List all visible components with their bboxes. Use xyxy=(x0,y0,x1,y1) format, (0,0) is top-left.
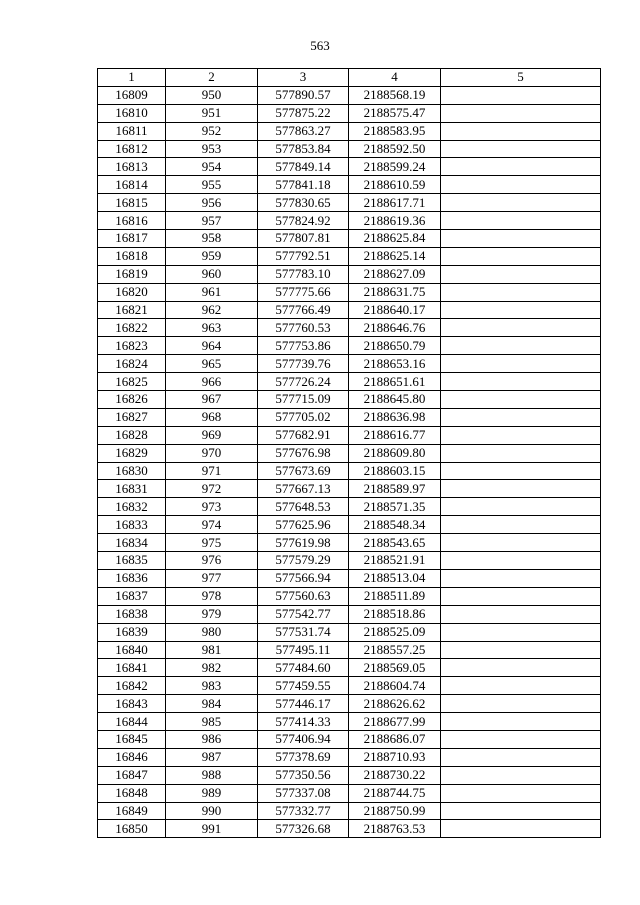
table-row xyxy=(98,677,601,695)
point-number-cell: 977 xyxy=(166,569,258,587)
y-coordinate-cell: 2188603.15 xyxy=(349,462,441,480)
point-number-cell: 976 xyxy=(166,552,258,570)
point-number-cell: 952 xyxy=(166,122,258,140)
y-coordinate-cell: 2188686.07 xyxy=(349,730,441,748)
point-number-cell: 965 xyxy=(166,355,258,373)
y-coordinate-cell: 2188610.59 xyxy=(349,176,441,194)
row-number-cell: 16847 xyxy=(98,766,166,784)
y-coordinate-cell: 2188616.77 xyxy=(349,426,441,444)
point-number-cell: 961 xyxy=(166,283,258,301)
x-coordinate-cell: 577682.91 xyxy=(258,426,349,444)
y-coordinate-cell: 2188651.61 xyxy=(349,373,441,391)
row-number-cell: 16826 xyxy=(98,391,166,409)
point-number-cell: 959 xyxy=(166,247,258,265)
point-number-cell: 975 xyxy=(166,534,258,552)
x-coordinate-cell: 577332.77 xyxy=(258,802,349,820)
x-coordinate-cell: 577406.94 xyxy=(258,730,349,748)
row-number-cell: 16810 xyxy=(98,104,166,122)
x-coordinate-cell: 577841.18 xyxy=(258,176,349,194)
y-coordinate-cell: 2188646.76 xyxy=(349,319,441,337)
x-coordinate-cell: 577484.60 xyxy=(258,659,349,677)
row-number-cell: 16830 xyxy=(98,462,166,480)
header-cell-2: 2 xyxy=(166,69,258,87)
note-cell xyxy=(441,337,601,355)
note-cell xyxy=(441,695,601,713)
y-coordinate-cell: 2188631.75 xyxy=(349,283,441,301)
y-coordinate-cell: 2188589.97 xyxy=(349,480,441,498)
y-coordinate-cell: 2188750.99 xyxy=(349,802,441,820)
note-cell xyxy=(441,391,601,409)
header-row xyxy=(98,69,601,87)
x-coordinate-cell: 577863.27 xyxy=(258,122,349,140)
table-row xyxy=(98,695,601,713)
note-cell xyxy=(441,623,601,641)
table-row xyxy=(98,516,601,534)
note-cell xyxy=(441,730,601,748)
table-row xyxy=(98,480,601,498)
note-cell xyxy=(441,373,601,391)
row-number-cell: 16838 xyxy=(98,605,166,623)
point-number-cell: 987 xyxy=(166,748,258,766)
point-number-cell: 968 xyxy=(166,408,258,426)
table-row xyxy=(98,373,601,391)
row-number-cell: 16822 xyxy=(98,319,166,337)
row-number-cell: 16850 xyxy=(98,820,166,838)
table-row xyxy=(98,212,601,230)
note-cell xyxy=(441,569,601,587)
y-coordinate-cell: 2188525.09 xyxy=(349,623,441,641)
table-row xyxy=(98,337,601,355)
point-number-cell: 979 xyxy=(166,605,258,623)
row-number-cell: 16829 xyxy=(98,444,166,462)
y-coordinate-cell: 2188645.80 xyxy=(349,391,441,409)
table-row xyxy=(98,391,601,409)
x-coordinate-cell: 577775.66 xyxy=(258,283,349,301)
x-coordinate-cell: 577676.98 xyxy=(258,444,349,462)
y-coordinate-cell: 2188511.89 xyxy=(349,587,441,605)
row-number-cell: 16832 xyxy=(98,498,166,516)
point-number-cell: 969 xyxy=(166,426,258,444)
row-number-cell: 16833 xyxy=(98,516,166,534)
note-cell xyxy=(441,498,601,516)
table-row xyxy=(98,265,601,283)
x-coordinate-cell: 577705.02 xyxy=(258,408,349,426)
point-number-cell: 953 xyxy=(166,140,258,158)
y-coordinate-cell: 2188744.75 xyxy=(349,784,441,802)
x-coordinate-cell: 577667.13 xyxy=(258,480,349,498)
note-cell xyxy=(441,748,601,766)
x-coordinate-cell: 577495.11 xyxy=(258,641,349,659)
x-coordinate-cell: 577753.86 xyxy=(258,337,349,355)
x-coordinate-cell: 577625.96 xyxy=(258,516,349,534)
note-cell xyxy=(441,659,601,677)
point-number-cell: 980 xyxy=(166,623,258,641)
point-number-cell: 988 xyxy=(166,766,258,784)
y-coordinate-cell: 2188627.09 xyxy=(349,265,441,283)
note-cell xyxy=(441,426,601,444)
point-number-cell: 985 xyxy=(166,713,258,731)
point-number-cell: 962 xyxy=(166,301,258,319)
header-cell-1: 1 xyxy=(98,69,166,87)
point-number-cell: 955 xyxy=(166,176,258,194)
table-row xyxy=(98,462,601,480)
point-number-cell: 963 xyxy=(166,319,258,337)
row-number-cell: 16839 xyxy=(98,623,166,641)
point-number-cell: 964 xyxy=(166,337,258,355)
x-coordinate-cell: 577824.92 xyxy=(258,212,349,230)
y-coordinate-cell: 2188609.80 xyxy=(349,444,441,462)
y-coordinate-cell: 2188636.98 xyxy=(349,408,441,426)
table-row xyxy=(98,140,601,158)
note-cell xyxy=(441,86,601,104)
note-cell xyxy=(441,820,601,838)
table-row xyxy=(98,534,601,552)
row-number-cell: 16816 xyxy=(98,212,166,230)
y-coordinate-cell: 2188626.62 xyxy=(349,695,441,713)
row-number-cell: 16813 xyxy=(98,158,166,176)
page-number: 563 xyxy=(310,38,330,53)
x-coordinate-cell: 577766.49 xyxy=(258,301,349,319)
y-coordinate-cell: 2188730.22 xyxy=(349,766,441,784)
row-number-cell: 16849 xyxy=(98,802,166,820)
row-number-cell: 16831 xyxy=(98,480,166,498)
y-coordinate-cell: 2188583.95 xyxy=(349,122,441,140)
table-row xyxy=(98,820,601,838)
row-number-cell: 16819 xyxy=(98,265,166,283)
table-row xyxy=(98,552,601,570)
y-coordinate-cell: 2188763.53 xyxy=(349,820,441,838)
y-coordinate-cell: 2188617.71 xyxy=(349,194,441,212)
table-row xyxy=(98,784,601,802)
note-cell xyxy=(441,104,601,122)
point-number-cell: 951 xyxy=(166,104,258,122)
point-number-cell: 956 xyxy=(166,194,258,212)
note-cell xyxy=(441,122,601,140)
x-coordinate-cell: 577648.53 xyxy=(258,498,349,516)
table-row xyxy=(98,623,601,641)
header-cell-3: 3 xyxy=(258,69,349,87)
table-row xyxy=(98,426,601,444)
note-cell xyxy=(441,462,601,480)
x-coordinate-cell: 577566.94 xyxy=(258,569,349,587)
y-coordinate-cell: 2188548.34 xyxy=(349,516,441,534)
x-coordinate-cell: 577350.56 xyxy=(258,766,349,784)
point-number-cell: 957 xyxy=(166,212,258,230)
row-number-cell: 16834 xyxy=(98,534,166,552)
note-cell xyxy=(441,534,601,552)
note-cell xyxy=(441,784,601,802)
table-row xyxy=(98,498,601,516)
row-number-cell: 16824 xyxy=(98,355,166,373)
x-coordinate-cell: 577446.17 xyxy=(258,695,349,713)
table-row xyxy=(98,605,601,623)
x-coordinate-cell: 577739.76 xyxy=(258,355,349,373)
table-row xyxy=(98,659,601,677)
point-number-cell: 981 xyxy=(166,641,258,659)
point-number-cell: 989 xyxy=(166,784,258,802)
note-cell xyxy=(441,319,601,337)
row-number-cell: 16840 xyxy=(98,641,166,659)
note-cell xyxy=(441,766,601,784)
table-row xyxy=(98,230,601,248)
note-cell xyxy=(441,230,601,248)
y-coordinate-cell: 2188575.47 xyxy=(349,104,441,122)
note-cell xyxy=(441,247,601,265)
row-number-cell: 16836 xyxy=(98,569,166,587)
row-number-cell: 16837 xyxy=(98,587,166,605)
row-number-cell: 16835 xyxy=(98,552,166,570)
y-coordinate-cell: 2188518.86 xyxy=(349,605,441,623)
x-coordinate-cell: 577760.53 xyxy=(258,319,349,337)
note-cell xyxy=(441,516,601,534)
y-coordinate-cell: 2188571.35 xyxy=(349,498,441,516)
table-row xyxy=(98,641,601,659)
note-cell xyxy=(441,194,601,212)
note-cell xyxy=(441,283,601,301)
point-number-cell: 967 xyxy=(166,391,258,409)
y-coordinate-cell: 2188677.99 xyxy=(349,713,441,731)
note-cell xyxy=(441,355,601,373)
row-number-cell: 16846 xyxy=(98,748,166,766)
y-coordinate-cell: 2188710.93 xyxy=(349,748,441,766)
y-coordinate-cell: 2188653.16 xyxy=(349,355,441,373)
x-coordinate-cell: 577560.63 xyxy=(258,587,349,605)
table-row xyxy=(98,730,601,748)
row-number-cell: 16844 xyxy=(98,713,166,731)
table-row xyxy=(98,283,601,301)
x-coordinate-cell: 577326.68 xyxy=(258,820,349,838)
note-cell xyxy=(441,480,601,498)
table-row xyxy=(98,748,601,766)
note-cell xyxy=(441,713,601,731)
y-coordinate-cell: 2188619.36 xyxy=(349,212,441,230)
note-cell xyxy=(441,408,601,426)
note-cell xyxy=(441,802,601,820)
y-coordinate-cell: 2188592.50 xyxy=(349,140,441,158)
table-row xyxy=(98,802,601,820)
table-row xyxy=(98,355,601,373)
header-cell-5: 5 xyxy=(441,69,601,87)
table-row xyxy=(98,158,601,176)
point-number-cell: 991 xyxy=(166,820,258,838)
y-coordinate-cell: 2188569.05 xyxy=(349,659,441,677)
y-coordinate-cell: 2188650.79 xyxy=(349,337,441,355)
x-coordinate-cell: 577807.81 xyxy=(258,230,349,248)
x-coordinate-cell: 577792.51 xyxy=(258,247,349,265)
table-row xyxy=(98,319,601,337)
row-number-cell: 16815 xyxy=(98,194,166,212)
y-coordinate-cell: 2188599.24 xyxy=(349,158,441,176)
table-row xyxy=(98,569,601,587)
note-cell xyxy=(441,552,601,570)
coordinates-table xyxy=(97,68,601,838)
x-coordinate-cell: 577853.84 xyxy=(258,140,349,158)
point-number-cell: 960 xyxy=(166,265,258,283)
y-coordinate-cell: 2188543.65 xyxy=(349,534,441,552)
note-cell xyxy=(441,677,601,695)
table-row xyxy=(98,301,601,319)
row-number-cell: 16845 xyxy=(98,730,166,748)
table-row xyxy=(98,444,601,462)
y-coordinate-cell: 2188513.04 xyxy=(349,569,441,587)
x-coordinate-cell: 577337.08 xyxy=(258,784,349,802)
table-row xyxy=(98,713,601,731)
table-row xyxy=(98,247,601,265)
x-coordinate-cell: 577849.14 xyxy=(258,158,349,176)
row-number-cell: 16848 xyxy=(98,784,166,802)
point-number-cell: 990 xyxy=(166,802,258,820)
row-number-cell: 16811 xyxy=(98,122,166,140)
table-row xyxy=(98,587,601,605)
x-coordinate-cell: 577875.22 xyxy=(258,104,349,122)
point-number-cell: 970 xyxy=(166,444,258,462)
table-row xyxy=(98,104,601,122)
point-number-cell: 978 xyxy=(166,587,258,605)
row-number-cell: 16809 xyxy=(98,86,166,104)
table-row xyxy=(98,86,601,104)
x-coordinate-cell: 577619.98 xyxy=(258,534,349,552)
note-cell xyxy=(441,587,601,605)
x-coordinate-cell: 577830.65 xyxy=(258,194,349,212)
y-coordinate-cell: 2188625.84 xyxy=(349,230,441,248)
point-number-cell: 973 xyxy=(166,498,258,516)
table-row xyxy=(98,766,601,784)
y-coordinate-cell: 2188521.91 xyxy=(349,552,441,570)
row-number-cell: 16818 xyxy=(98,247,166,265)
point-number-cell: 974 xyxy=(166,516,258,534)
point-number-cell: 983 xyxy=(166,677,258,695)
point-number-cell: 986 xyxy=(166,730,258,748)
row-number-cell: 16827 xyxy=(98,408,166,426)
x-coordinate-cell: 577542.77 xyxy=(258,605,349,623)
note-cell xyxy=(441,158,601,176)
x-coordinate-cell: 577783.10 xyxy=(258,265,349,283)
y-coordinate-cell: 2188625.14 xyxy=(349,247,441,265)
y-coordinate-cell: 2188557.25 xyxy=(349,641,441,659)
y-coordinate-cell: 2188604.74 xyxy=(349,677,441,695)
x-coordinate-cell: 577531.74 xyxy=(258,623,349,641)
header-cell-4: 4 xyxy=(349,69,441,87)
note-cell xyxy=(441,176,601,194)
point-number-cell: 982 xyxy=(166,659,258,677)
x-coordinate-cell: 577378.69 xyxy=(258,748,349,766)
table-row xyxy=(98,176,601,194)
table-row xyxy=(98,122,601,140)
row-number-cell: 16825 xyxy=(98,373,166,391)
point-number-cell: 971 xyxy=(166,462,258,480)
table-body xyxy=(98,86,601,837)
y-coordinate-cell: 2188568.19 xyxy=(349,86,441,104)
row-number-cell: 16817 xyxy=(98,230,166,248)
note-cell xyxy=(441,212,601,230)
point-number-cell: 984 xyxy=(166,695,258,713)
table-row xyxy=(98,408,601,426)
note-cell xyxy=(441,444,601,462)
x-coordinate-cell: 577726.24 xyxy=(258,373,349,391)
row-number-cell: 16828 xyxy=(98,426,166,444)
x-coordinate-cell: 577715.09 xyxy=(258,391,349,409)
x-coordinate-cell: 577579.29 xyxy=(258,552,349,570)
row-number-cell: 16823 xyxy=(98,337,166,355)
row-number-cell: 16812 xyxy=(98,140,166,158)
point-number-cell: 958 xyxy=(166,230,258,248)
table-row xyxy=(98,194,601,212)
x-coordinate-cell: 577673.69 xyxy=(258,462,349,480)
point-number-cell: 966 xyxy=(166,373,258,391)
note-cell xyxy=(441,140,601,158)
point-number-cell: 950 xyxy=(166,86,258,104)
point-number-cell: 972 xyxy=(166,480,258,498)
row-number-cell: 16820 xyxy=(98,283,166,301)
point-number-cell: 954 xyxy=(166,158,258,176)
x-coordinate-cell: 577414.33 xyxy=(258,713,349,731)
y-coordinate-cell: 2188640.17 xyxy=(349,301,441,319)
row-number-cell: 16842 xyxy=(98,677,166,695)
row-number-cell: 16843 xyxy=(98,695,166,713)
row-number-cell: 16814 xyxy=(98,176,166,194)
note-cell xyxy=(441,301,601,319)
note-cell xyxy=(441,641,601,659)
note-cell xyxy=(441,265,601,283)
row-number-cell: 16821 xyxy=(98,301,166,319)
x-coordinate-cell: 577459.55 xyxy=(258,677,349,695)
x-coordinate-cell: 577890.57 xyxy=(258,86,349,104)
row-number-cell: 16841 xyxy=(98,659,166,677)
note-cell xyxy=(441,605,601,623)
